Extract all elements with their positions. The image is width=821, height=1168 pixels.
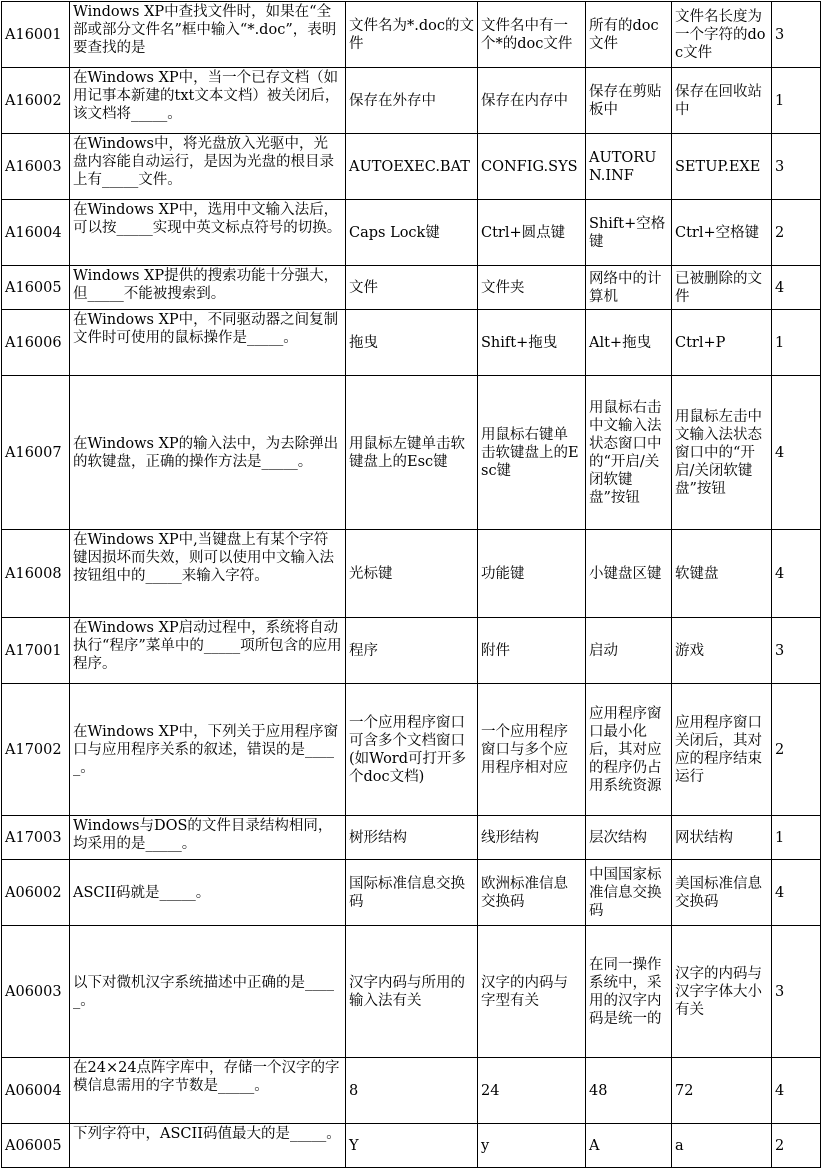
table-row [2, 1124, 821, 1168]
option-c: 所有的doc文件 [586, 2, 672, 68]
answer: 4 [772, 530, 821, 618]
table-row [2, 376, 821, 530]
answer: 4 [772, 376, 821, 530]
option-d: 保存在回收站中 [672, 68, 772, 134]
option-b: y [478, 1124, 586, 1168]
answer: 2 [772, 684, 821, 816]
answer: 2 [772, 1124, 821, 1168]
question-id: A06002 [2, 860, 70, 926]
option-d: Ctrl+空格键 [672, 200, 772, 266]
option-d: 游戏 [672, 618, 772, 684]
table-row [2, 266, 821, 310]
question-text: 在Windows XP中，下列关于应用程序窗口与应用程序关系的叙述，错误的是_____。 [70, 684, 346, 816]
answer: 1 [772, 816, 821, 860]
question-id: A17002 [2, 684, 70, 816]
option-b: 文件名中有一个*的doc文件 [478, 2, 586, 68]
option-b: 附件 [478, 618, 586, 684]
question-text: Windows与DOS的文件目录结构相同，均采用的是_____。 [70, 816, 346, 860]
option-d: 应用程序窗口关闭后，其对应的程序结束运行 [672, 684, 772, 816]
table-row [2, 926, 821, 1058]
option-a: 文件名为*.doc的文件 [346, 2, 478, 68]
question-id: A16004 [2, 200, 70, 266]
option-a: 8 [346, 1058, 478, 1124]
option-d: 已被删除的文件 [672, 266, 772, 310]
table-row [2, 816, 821, 860]
answer: 2 [772, 200, 821, 266]
option-c: 用鼠标右击中文输入法状态窗口中的“开启/关闭软键盘”按钮 [586, 376, 672, 530]
question-text: 在Windows XP启动过程中，系统将自动执行“程序”菜单中的_____项所包含的应用程序。 [70, 618, 346, 684]
option-b: 用鼠标右键单击软键盘上的Esc键 [478, 376, 586, 530]
option-c: AUTORUN.INF [586, 134, 672, 200]
answer: 4 [772, 266, 821, 310]
question-text: 在Windows XP中,当键盘上有某个字符键因损坏而失效，则可以使用中文输入法按钮组中的_____来输入字符。 [70, 530, 346, 618]
option-b: Ctrl+圆点键 [478, 200, 586, 266]
option-a: 文件 [346, 266, 478, 310]
option-b: 线形结构 [478, 816, 586, 860]
question-text: ASCII码就是_____。 [70, 860, 346, 926]
option-b: 文件夹 [478, 266, 586, 310]
option-b: 欧洲标准信息交换码 [478, 860, 586, 926]
table-row [2, 1058, 821, 1124]
table-row [2, 618, 821, 684]
option-b: 保存在内存中 [478, 68, 586, 134]
question-text: Windows XP提供的搜索功能十分强大，但_____不能被搜索到。 [70, 266, 346, 310]
option-a: 拖曳 [346, 310, 478, 376]
question-text: 在24×24点阵字库中，存储一个汉字的字模信息需用的字节数是_____。 [70, 1058, 346, 1124]
option-d: Ctrl+P [672, 310, 772, 376]
option-d: 汉字的内码与汉字字体大小有关 [672, 926, 772, 1058]
question-text: 在Windows中，将光盘放入光驱中，光盘内容能自动运行，是因为光盘的根目录上有_____文件。 [70, 134, 346, 200]
answer: 3 [772, 618, 821, 684]
answer: 3 [772, 926, 821, 1058]
answer: 4 [772, 1058, 821, 1124]
question-id: A17003 [2, 816, 70, 860]
question-text: 在Windows XP中，当一个已存文档（如用记事本新建的txt文本文档）被关闭后，该文档将_____。 [70, 68, 346, 134]
option-c: 层次结构 [586, 816, 672, 860]
question-id: A16006 [2, 310, 70, 376]
option-d: a [672, 1124, 772, 1168]
question-text: 以下对微机汉字系统描述中正确的是_____。 [70, 926, 346, 1058]
option-b: 一个应用程序窗口与多个应用程序相对应 [478, 684, 586, 816]
table-row [2, 684, 821, 816]
option-d: 72 [672, 1058, 772, 1124]
question-id: A16005 [2, 266, 70, 310]
option-a: Y [346, 1124, 478, 1168]
option-c: 网络中的计算机 [586, 266, 672, 310]
option-d: 用鼠标左击中文输入法状态窗口中的“开启/关闭软键盘”按钮 [672, 376, 772, 530]
answer: 3 [772, 134, 821, 200]
option-a: Caps Lock键 [346, 200, 478, 266]
question-text: 下列字符中，ASCII码值最大的是_____。 [70, 1124, 346, 1168]
question-text: Windows XP中查找文件时，如果在“全部或部分文件名”框中输入“*.doc”，表明要查找的是 [70, 2, 346, 68]
option-b: 功能键 [478, 530, 586, 618]
option-c: 应用程序窗口最小化后，其对应的程序仍占用系统资源 [586, 684, 672, 816]
option-a: 树形结构 [346, 816, 478, 860]
question-table [1, 1, 821, 1168]
option-a: 一个应用程序窗口可含多个文档窗口(如Word可打开多个doc文档) [346, 684, 478, 816]
question-id: A16008 [2, 530, 70, 618]
option-d: 文件名长度为一个字符的doc文件 [672, 2, 772, 68]
option-a: 国际标准信息交换码 [346, 860, 478, 926]
option-a: 程序 [346, 618, 478, 684]
table-row [2, 860, 821, 926]
option-b: Shift+拖曳 [478, 310, 586, 376]
option-c: 在同一操作系统中，采用的汉字内码是统一的 [586, 926, 672, 1058]
question-id: A16003 [2, 134, 70, 200]
option-a: AUTOEXEC.BAT [346, 134, 478, 200]
option-c: Shift+空格键 [586, 200, 672, 266]
question-id: A06005 [2, 1124, 70, 1168]
answer: 1 [772, 68, 821, 134]
answer: 3 [772, 2, 821, 68]
option-c: Alt+拖曳 [586, 310, 672, 376]
question-text: 在Windows XP的输入法中，为去除弹出的软键盘，正确的操作方法是_____。 [70, 376, 346, 530]
option-d: 软键盘 [672, 530, 772, 618]
question-id: A16002 [2, 68, 70, 134]
question-id: A06003 [2, 926, 70, 1058]
question-id: A17001 [2, 618, 70, 684]
option-d: 网状结构 [672, 816, 772, 860]
option-d: 美国标准信息交换码 [672, 860, 772, 926]
table-row [2, 200, 821, 266]
option-c: A [586, 1124, 672, 1168]
option-b: CONFIG.SYS [478, 134, 586, 200]
question-id: A16001 [2, 2, 70, 68]
option-a: 光标键 [346, 530, 478, 618]
option-a: 汉字内码与所用的输入法有关 [346, 926, 478, 1058]
question-id: A06004 [2, 1058, 70, 1124]
option-c: 中国国家标准信息交换码 [586, 860, 672, 926]
answer: 4 [772, 860, 821, 926]
option-a: 保存在外存中 [346, 68, 478, 134]
option-c: 启动 [586, 618, 672, 684]
table-row [2, 310, 821, 376]
option-c: 保存在剪贴板中 [586, 68, 672, 134]
question-text: 在Windows XP中，选用中文输入法后，可以按_____实现中英文标点符号的切换。 [70, 200, 346, 266]
option-b: 24 [478, 1058, 586, 1124]
option-c: 小键盘区键 [586, 530, 672, 618]
option-d: SETUP.EXE [672, 134, 772, 200]
table-row [2, 2, 821, 68]
table-row [2, 530, 821, 618]
option-b: 汉字的内码与字型有关 [478, 926, 586, 1058]
answer: 1 [772, 310, 821, 376]
table-row [2, 68, 821, 134]
question-id: A16007 [2, 376, 70, 530]
option-a: 用鼠标左键单击软键盘上的Esc键 [346, 376, 478, 530]
table-row [2, 134, 821, 200]
option-c: 48 [586, 1058, 672, 1124]
question-text: 在Windows XP中，不同驱动器之间复制文件时可使用的鼠标操作是_____。 [70, 310, 346, 376]
